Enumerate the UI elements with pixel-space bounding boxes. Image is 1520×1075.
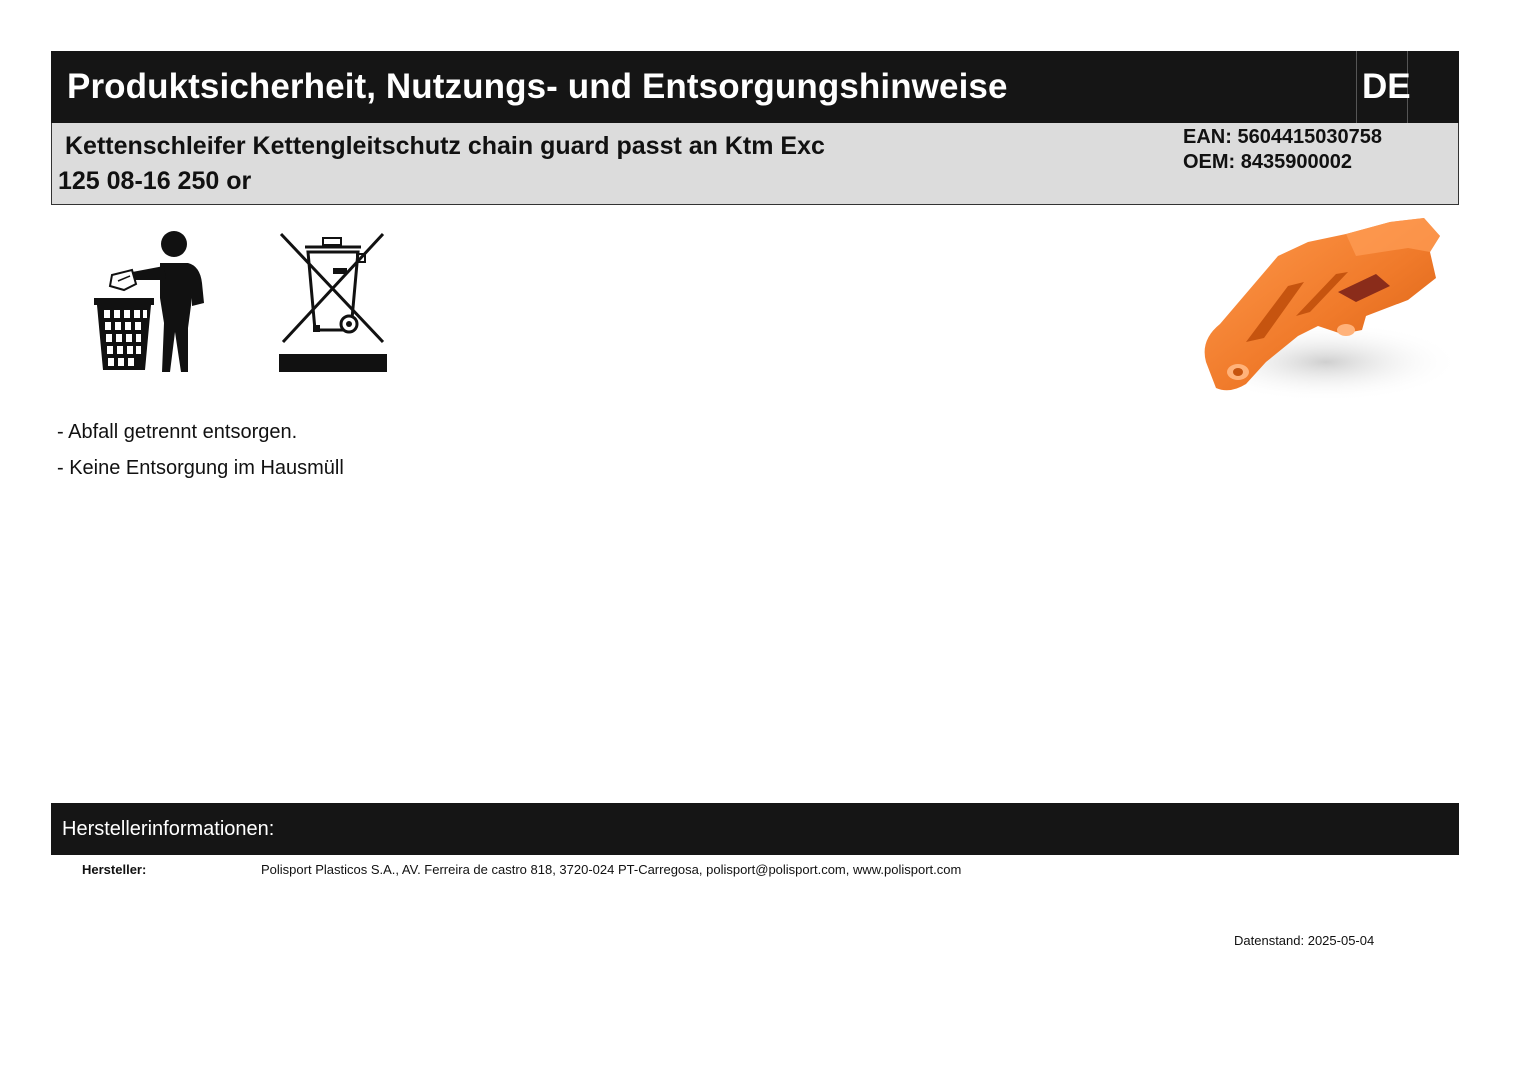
manufacturer-value: Polisport Plasticos S.A., AV. Ferreira de castro 818, 3720-024 PT-Carregosa, polisport@polisport.com, www.polisport.com <box>261 862 962 877</box>
note-item: - Keine Entsorgung im Hausmüll <box>57 457 344 479</box>
note-text: Abfall getrennt entsorgen. <box>68 421 298 443</box>
product-name <box>58 129 938 199</box>
crossed-out-wheelie-bin-icon <box>277 230 389 374</box>
product-image <box>1186 212 1462 412</box>
data-date: Datenstand: 2025-05-04 <box>1234 933 1375 948</box>
product-info-bar <box>51 123 1459 205</box>
language-code: DE <box>1362 67 1411 106</box>
language-box <box>1356 51 1411 123</box>
manufacturer-section-title: Herstellerinformationen: <box>62 818 275 840</box>
manufacturer-header <box>51 803 1459 855</box>
note-text: Keine Entsorgung im Hausmüll <box>69 457 344 479</box>
product-codes <box>1183 125 1382 175</box>
page-title: Produktsicherheit, Nutzungs- und Entsorgungshinweise <box>67 67 1008 106</box>
oem-code: OEM: 8435900002 <box>1183 151 1353 173</box>
note-item: - Abfall getrennt entsorgen. <box>57 421 298 443</box>
product-name-line2: 125 08-16 250 or <box>58 167 252 195</box>
header-bar <box>51 51 1459 123</box>
person-dropping-litter-in-bin-icon <box>88 228 213 374</box>
manufacturer-label: Hersteller: <box>82 862 147 877</box>
disposal-notes <box>57 414 344 486</box>
product-name-line1: Kettenschleifer Kettengleitschutz chain guard passt an Ktm Exc <box>65 132 825 160</box>
ean-code: EAN: 5604415030758 <box>1183 126 1383 148</box>
